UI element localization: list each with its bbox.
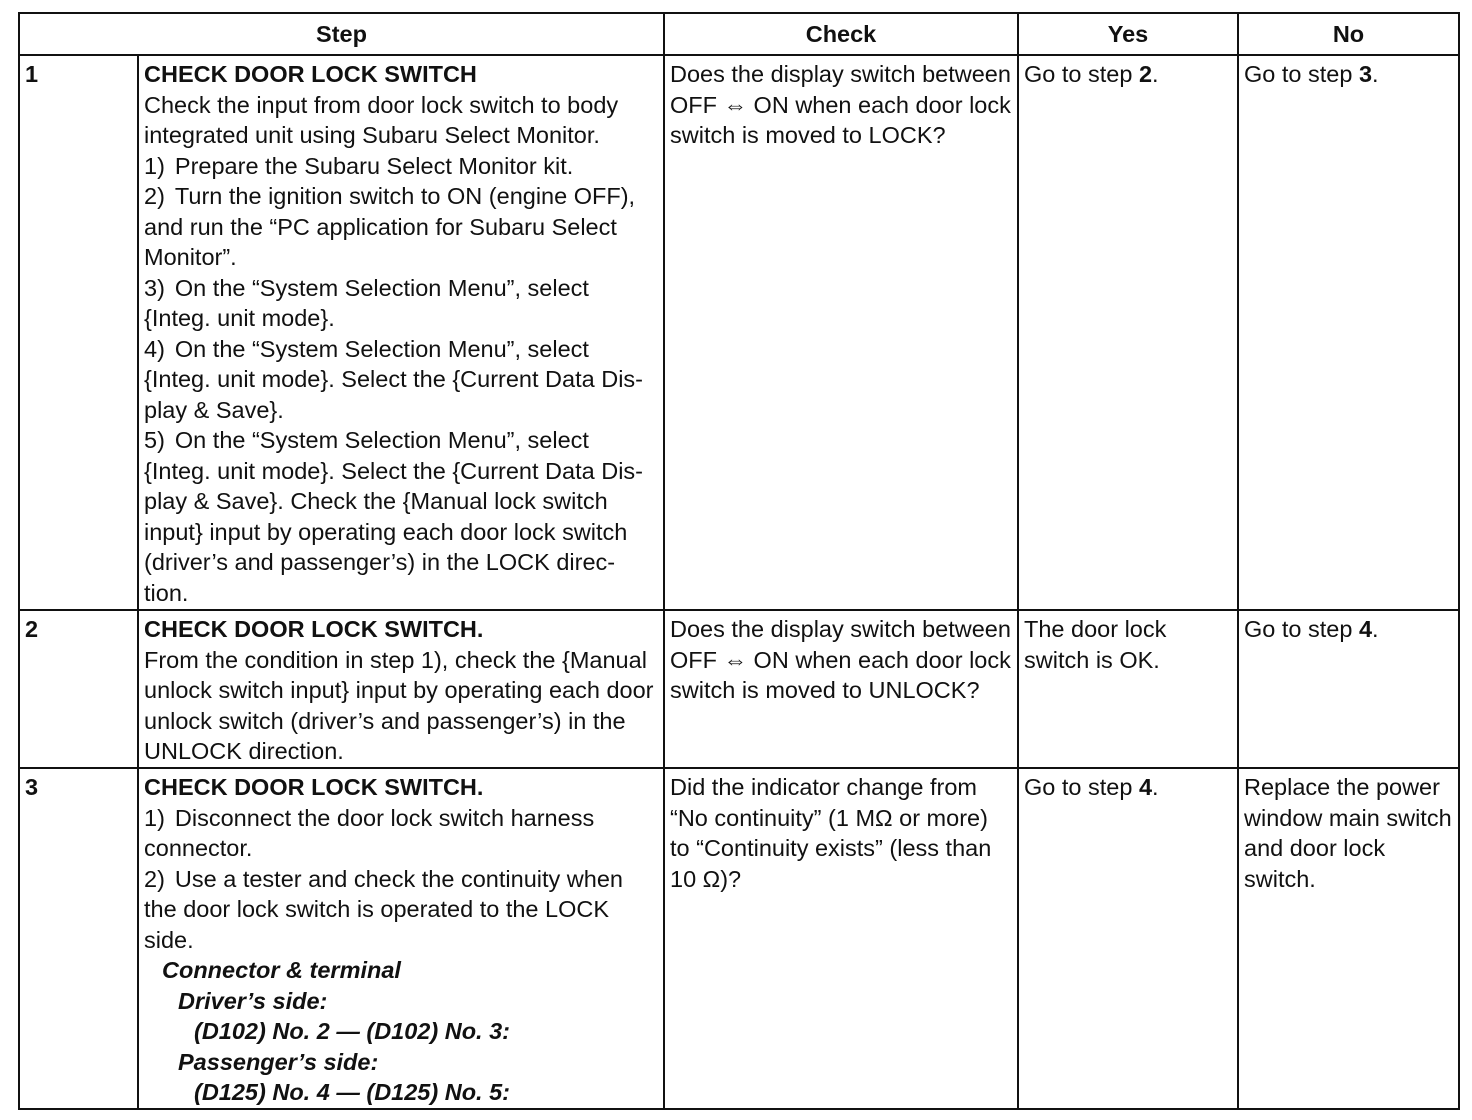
check-question: Does the display switch between OFF ⇔ ON when each door lock switch is moved to UNLOCK? xyxy=(664,610,1018,768)
table-row xyxy=(19,768,1459,1109)
substep: 2) Use a tester and check the continuity when the door lock switch is operated to the LOCK side. xyxy=(144,865,623,953)
substep: 3) On the “System Selection Menu”, select {Integ. unit mode}. xyxy=(144,274,589,331)
header-check: Check xyxy=(664,13,1018,55)
substep: 4) On the “System Selection Menu”, select {Integ. unit mode}. Select the {Current Data Dis-play & Save}. xyxy=(144,335,643,423)
check-question: Does the display switch between OFF ⇔ ON when each door lock switch is moved to LOCK? xyxy=(664,55,1018,610)
step-title: CHECK DOOR LOCK SWITCH. xyxy=(144,774,484,800)
step-intro: From the condition in step 1), check the {Manual unlock switch input} input by operating each door unlock switch (driver’s and passenger’s) in the UNLOCK direction. xyxy=(144,646,654,764)
yes-action: Go to step 2. xyxy=(1018,55,1238,610)
step-description xyxy=(138,610,664,768)
header-row xyxy=(19,13,1459,55)
step-number: 3 xyxy=(19,768,138,1109)
check-question: Did the indicator change from “No continuity” (1 MΩ or more) to “Continuity exists” (less than 10 Ω)? xyxy=(664,768,1018,1109)
step-title: CHECK DOOR LOCK SWITCH. xyxy=(144,616,484,642)
header-step: Step xyxy=(19,13,664,55)
step-number: 2 xyxy=(19,610,138,768)
table-row xyxy=(19,55,1459,610)
step-title: CHECK DOOR LOCK SWITCH xyxy=(144,61,477,87)
substep: 5) On the “System Selection Menu”, select {Integ. unit mode}. Select the {Current Data Dis-play & Save}. Check the {Manual lock switch input} input by operating each door lock switch (driver’s and passenger’s) in the LOCK direc-tion. xyxy=(144,427,643,606)
yes-action: The door lock switch is OK. xyxy=(1018,610,1238,768)
no-action: Go to step 4. xyxy=(1238,610,1459,768)
header-yes: Yes xyxy=(1018,13,1238,55)
spec-passenger-terminals: (D125) No. 4 — (D125) No. 5: xyxy=(194,1079,511,1105)
spec-passenger-label: Passenger’s side: xyxy=(178,1048,379,1075)
table-row xyxy=(19,610,1459,768)
step-number: 1 xyxy=(19,55,138,610)
step-intro: Check the input from door lock switch to body integrated unit using Subaru Select Monitor. xyxy=(144,91,619,148)
step-description xyxy=(138,55,664,610)
spec-driver-terminals: (D102) No. 2 — (D102) No. 3: xyxy=(194,1018,511,1044)
substep: 2) Turn the ignition switch to ON (engine OFF), and run the “PC application for Subaru Select Monitor”. xyxy=(144,183,636,270)
yes-action: Go to step 4. xyxy=(1018,768,1238,1109)
no-action: Replace the power window main switch and door lock switch. xyxy=(1238,768,1459,1109)
diagnostic-table xyxy=(18,12,1460,1110)
substep: 1) Disconnect the door lock switch harness connector. xyxy=(144,804,595,861)
no-action: Go to step 3. xyxy=(1238,55,1459,610)
spec-driver-label: Driver’s side: xyxy=(178,987,328,1014)
step-description xyxy=(138,768,664,1109)
substep: 1) Prepare the Subaru Select Monitor kit. xyxy=(144,152,574,179)
header-no: No xyxy=(1238,13,1459,55)
spec-heading: Connector & terminal xyxy=(162,957,401,983)
